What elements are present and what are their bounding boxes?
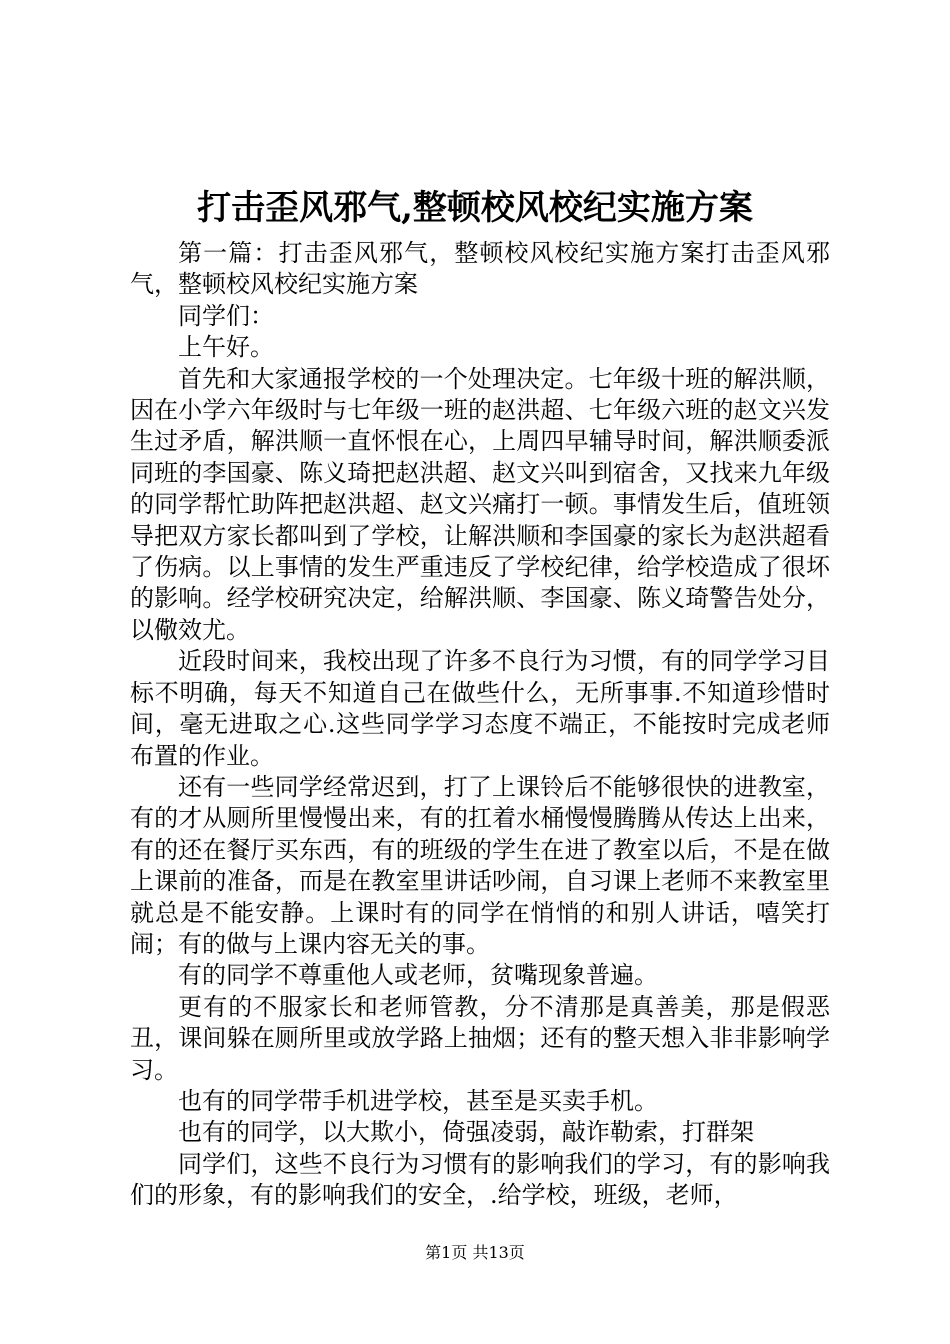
- paragraph: 第一篇：打击歪风邪气，整顿校风校纪实施方案打击歪风邪气，整顿校风校纪实施方案: [130, 239, 830, 299]
- paragraph: 同学们，这些不良行为习惯有的影响我们的学习，有的影响我们的形象，有的影响我们的安全，.给学校，班级，老师，: [130, 1149, 830, 1210]
- paragraph: 首先和大家通报学校的一个处理决定。七年级十班的解洪顺，因在小学六年级时与七年级一班的赵洪超、七年级六班的赵文兴发生过矛盾，解洪顺一直怀恨在心，上周四早辅导时间，解洪顺委派同班的李国豪、陈义琦把赵洪超、赵文兴叫到宿舍，又找来九年级的同学帮忙助阵把赵洪超、赵文兴痛打一顿。事情发生后，值班领导把双方家长都叫到了学校，让解洪顺和李国豪的家长为赵洪超看了伤病。以上事情的发生严重违反了学校纪律，给学校造成了很坏的影响。经学校研究决定，给解洪顺、李国豪、陈义琦警告处分，以儆效尤。: [130, 364, 830, 644]
- document-title: 打击歪风邪气,整顿校风校纪实施方案: [197, 188, 753, 228]
- paragraph: 还有一些同学经常迟到，打了上课铃后不能够很快的进教室，有的才从厕所里慢慢出来，有的扛着水桶慢慢腾腾从传达上出来，有的还在餐厅买东西，有的班级的学生在进了教室以后，不是在做上课前的准备，而是在教室里讲话吵闹，自习课上老师不来教室里就总是不能安静。上课时有的同学在悄悄的和别人讲话，嘻笑打闹；有的做与上课内容无关的事。: [130, 772, 830, 958]
- paragraph: 上午好。: [178, 333, 274, 362]
- page-footer: 第1页 共13页: [425, 1243, 525, 1262]
- paragraph: 同学们：: [178, 301, 274, 330]
- paragraph: 有的同学不尊重他人或老师，贫嘴现象普遍。: [178, 961, 658, 990]
- paragraph: 也有的同学，以大欺小，倚强凌弱，敲诈勒索，打群架: [178, 1118, 754, 1147]
- document-body: [130, 238, 830, 1212]
- paragraph: 也有的同学带手机进学校，甚至是买卖手机。: [178, 1086, 658, 1115]
- paragraph: 更有的不服家长和老师管教，分不清那是真善美，那是假恶丑，课间躲在厕所里或放学路上抽烟；还有的整天想入非非影响学习。: [130, 992, 830, 1084]
- paragraph: 近段时间来，我校出现了许多不良行为习惯，有的同学学习目标不明确，每天不知道自己在做些什么，无所事事.不知道珍惜时间，毫无进取之心.这些同学学习态度不端正，不能按时完成老师布置的作业。: [130, 647, 830, 770]
